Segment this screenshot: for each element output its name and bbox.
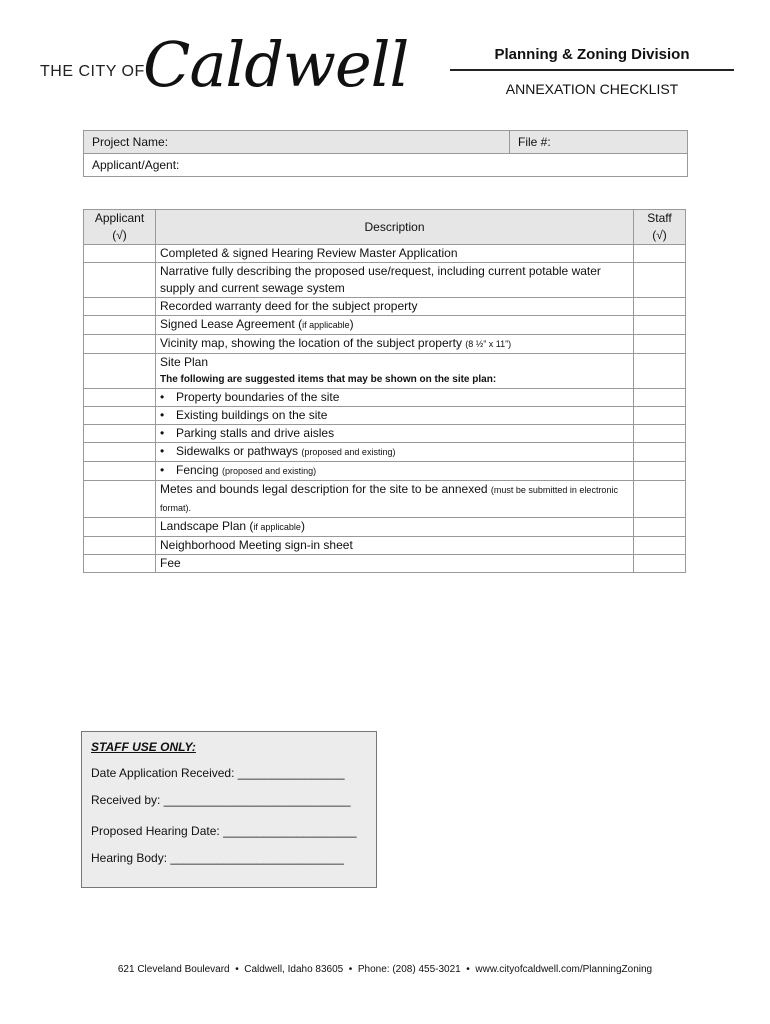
applicant-check-cell[interactable] <box>84 298 156 316</box>
staff-check-cell[interactable] <box>634 407 686 425</box>
applicant-check-cell[interactable] <box>84 245 156 263</box>
staff-check-cell[interactable] <box>634 425 686 443</box>
received-by-field[interactable]: Received by: ____________________________ <box>91 793 351 807</box>
site-plan-bullet: • Parking stalls and drive aisles <box>156 425 634 443</box>
staff-check-cell[interactable] <box>634 389 686 407</box>
staff-check-cell[interactable] <box>634 335 686 354</box>
item-description: Metes and bounds legal description for the site to be annexed (must be submitted in electronic format). <box>156 481 634 518</box>
applicant-agent-field[interactable]: Applicant/Agent: <box>92 158 180 172</box>
item-description: Recorded warranty deed for the subject property <box>156 298 634 316</box>
table-row <box>84 518 686 537</box>
date-received-field[interactable]: Date Application Received: ________________ <box>91 766 345 780</box>
checklist-title: ANNEXATION CHECKLIST <box>505 81 679 97</box>
applicant-check-cell[interactable] <box>84 407 156 425</box>
project-info-box <box>83 130 688 177</box>
applicant-check-cell[interactable] <box>84 335 156 354</box>
table-row <box>84 316 686 335</box>
footer-website-link[interactable]: www.cityofcaldwell.com/PlanningZoning <box>475 964 653 975</box>
applicant-check-cell[interactable] <box>84 425 156 443</box>
project-row <box>84 131 687 153</box>
table-row <box>84 298 686 316</box>
footer-separator: • <box>466 964 470 975</box>
city-logo <box>40 28 410 113</box>
item-description: Landscape Plan (if applicable) <box>156 518 634 537</box>
applicant-check-cell[interactable] <box>84 518 156 537</box>
footer-separator: • <box>348 964 353 975</box>
hearing-body-field[interactable]: Hearing Body: __________________________ <box>91 851 344 865</box>
staff-check-cell[interactable] <box>634 354 686 389</box>
table-row <box>84 389 686 407</box>
site-plan-bullet: • Fencing (proposed and existing) <box>156 462 634 481</box>
description-column-header: Description <box>156 210 634 245</box>
footer-contact <box>0 964 770 975</box>
applicant-check-cell[interactable] <box>84 354 156 389</box>
staff-check-cell[interactable] <box>634 462 686 481</box>
footer-phone: Phone: (208) 455-3021 <box>357 964 461 975</box>
table-row <box>84 555 686 573</box>
table-row <box>84 481 686 518</box>
item-description: Neighborhood Meeting sign-in sheet <box>156 537 634 555</box>
file-number-field[interactable]: File #: <box>518 135 551 149</box>
applicant-check-cell[interactable] <box>84 555 156 573</box>
table-row <box>84 425 686 443</box>
staff-check-cell[interactable] <box>634 555 686 573</box>
table-row <box>84 407 686 425</box>
applicant-check-cell[interactable] <box>84 537 156 555</box>
annexation-checklist-table <box>83 209 686 573</box>
staff-check-cell[interactable] <box>634 537 686 555</box>
project-name-field[interactable]: Project Name: <box>84 131 510 153</box>
applicant-row <box>84 153 687 176</box>
item-description: Signed Lease Agreement (if applicable) <box>156 316 634 335</box>
division-title: Planning & Zoning Division <box>450 46 734 71</box>
table-row <box>84 354 686 389</box>
table-row <box>84 245 686 263</box>
footer-separator: • <box>235 964 239 975</box>
applicant-check-cell[interactable] <box>84 263 156 298</box>
staff-use-title: STAFF USE ONLY: <box>91 740 196 754</box>
applicant-check-cell[interactable] <box>84 443 156 462</box>
applicant-check-cell[interactable] <box>84 316 156 335</box>
staff-check-cell[interactable] <box>634 245 686 263</box>
item-description: Fee <box>156 555 634 573</box>
applicant-check-cell[interactable] <box>84 481 156 518</box>
staff-use-box <box>81 731 377 888</box>
table-row <box>84 462 686 481</box>
staff-column-header: Staff (√) <box>634 210 686 245</box>
staff-check-cell[interactable] <box>634 263 686 298</box>
item-description: Narrative fully describing the proposed use/request, including current potable water supply and current sewage system <box>156 263 634 298</box>
table-row <box>84 443 686 462</box>
footer-address: 621 Cleveland Boulevard <box>117 964 230 975</box>
staff-check-cell[interactable] <box>634 298 686 316</box>
item-description: Completed & signed Hearing Review Master Application <box>156 245 634 263</box>
applicant-check-cell[interactable] <box>84 462 156 481</box>
site-plan-bullet: • Existing buildings on the site <box>156 407 634 425</box>
footer-city: Caldwell, Idaho 83605 <box>244 964 344 975</box>
staff-check-cell[interactable] <box>634 443 686 462</box>
staff-check-cell[interactable] <box>634 518 686 537</box>
table-row <box>84 263 686 298</box>
document-header <box>450 46 734 97</box>
site-plan-bullet: • Sidewalks or pathways (proposed and existing) <box>156 443 634 462</box>
staff-check-cell[interactable] <box>634 481 686 518</box>
logo-prefix: THE CITY OF <box>40 63 145 80</box>
site-plan-bullet: • Property boundaries of the site <box>156 389 634 407</box>
table-row <box>84 537 686 555</box>
item-description: Vicinity map, showing the location of the subject property (8 ½” x 11”) <box>156 335 634 354</box>
staff-check-cell[interactable] <box>634 316 686 335</box>
hearing-date-field[interactable]: Proposed Hearing Date: ____________________ <box>91 824 357 838</box>
applicant-check-cell[interactable] <box>84 389 156 407</box>
checklist-header-row <box>84 210 686 245</box>
table-row <box>84 335 686 354</box>
item-description: Site Plan The following are suggested items that may be shown on the site plan: <box>156 354 634 389</box>
logo-script: Caldwell <box>143 28 409 101</box>
applicant-column-header: Applicant (√) <box>84 210 156 245</box>
